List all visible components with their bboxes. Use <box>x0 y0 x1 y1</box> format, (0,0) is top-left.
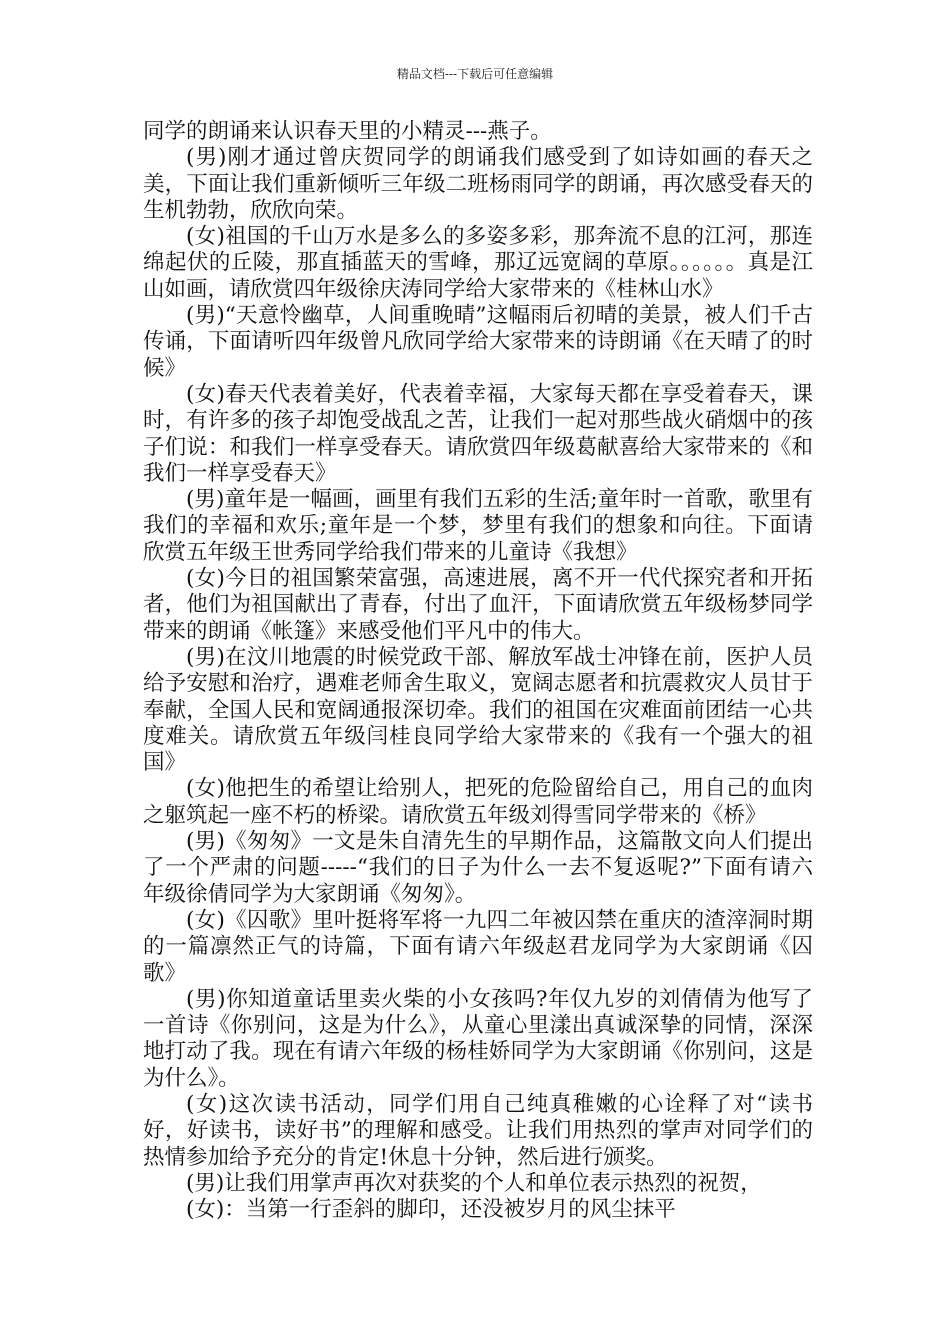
paragraph-14: (男)让我们用掌声再次对获奖的个人和单位表示热烈的祝贺， <box>186 1170 762 1196</box>
paragraph-2: (男)刚才通过曾庆贺同学的朗诵我们感受到了如诗如画的春天之美，下面让我们重新倾听三年级二班杨雨同学的朗诵，再次感受春天的生机勃勃，欣欣向荣。 <box>143 145 813 223</box>
paragraph-7: (女)今日的祖国繁荣富强，高速进展，离不开一代代探究者和开拓者，他们为祖国献出了青春，付出了血汗，下面请欣赏五年级杨梦同学带来的朗诵《帐篷》来感受他们平凡中的伟大。 <box>143 566 813 644</box>
paragraph-9: (女)他把生的希望让给别人，把死的危险留给自己，用自己的血肉之躯筑起一座不朽的桥梁。请欣赏五年级刘得雪同学带来的《桥》 <box>143 776 813 828</box>
paragraph-10: (男)《匆匆》一文是朱自清先生的早期作品，这篇散文向人们提出了一个严肃的问题-----“我们的日子为什么一去不复返呢?”下面有请六年级徐倩同学为大家朗诵《匆匆》。 <box>143 829 813 907</box>
paragraph-5: (女)春天代表着美好，代表着幸福，大家每天都在享受着春天，课时，有许多的孩子却饱受战乱之苦，让我们一起对那些战火硝烟中的孩子们说：和我们一样享受春天。请欣赏四年级葛献喜给大家带来的《和我们一样享受春天》 <box>143 381 813 486</box>
paragraph-12: (男)你知道童话里卖火柴的小女孩吗?年仅九岁的刘倩倩为他写了一首诗《你别问，这是为什么》，从童心里漾出真诚深挚的同情，深深地打动了我。现在有请六年级的杨桂娇同学为大家朗诵《你别问，这是为什么》。 <box>143 986 813 1091</box>
paragraph-6: (男)童年是一幅画，画里有我们五彩的生活;童年时一首歌，歌里有我们的幸福和欢乐;童年是一个梦，梦里有我们的想象和向往。下面请欣赏五年级王世秀同学给我们带来的儿童诗《我想》 <box>143 487 813 565</box>
paragraph-11: (女)《囚歌》里叶挺将军将一九四二年被囚禁在重庆的渣滓洞时期的一篇凛然正气的诗篇，下面有请六年级赵君龙同学为大家朗诵《囚歌》 <box>143 907 813 986</box>
paragraph-4: (男)“天意怜幽草，人间重晚晴”这幅雨后初晴的美景，被人们千古传诵，下面请听四年级曾凡欣同学给大家带来的诗朗诵《在天晴了的时候》 <box>143 303 813 381</box>
body-text <box>143 119 813 1223</box>
paragraph-15: (女)：当第一行歪斜的脚印，还没被岁月的风尘抹平 <box>186 1197 676 1223</box>
paragraph-13: (女)这次读书活动，同学们用自己纯真稚嫩的心诠释了对“读书好，好读书，读好书”的理解和感受。让我们用热烈的掌声对同学们的热情参加给予充分的肯定!休息十分钟，然后进行颁奖。 <box>143 1091 813 1170</box>
paragraph-3: (女)祖国的千山万水是多么的多姿多彩，那奔流不息的江河，那连绵起伏的丘陵，那直插蓝天的雪峰，那辽远宽阔的草原。。。。。。真是江山如画，请欣赏四年级徐庆涛同学给大家带来的《桂林山水》 <box>143 224 813 302</box>
paragraph-8: (男)在汶川地震的时候党政干部、解放军战士冲锋在前，医护人员给予安慰和治疗，遇难老师舍生取义，宽阔志愿者和抗震救灾人员甘于奉献，全国人民和宽阔通报深切牵。我们的祖国在灾难面前团结一心共度难关。请欣赏五年级闫桂良同学给大家带来的《我有一个强大的祖国》 <box>143 644 813 776</box>
paragraph-1: 同学的朗诵来认识春天里的小精灵---燕子。 <box>143 119 552 144</box>
page-header: 精品文档---下载后可任意编辑 <box>396 67 554 81</box>
